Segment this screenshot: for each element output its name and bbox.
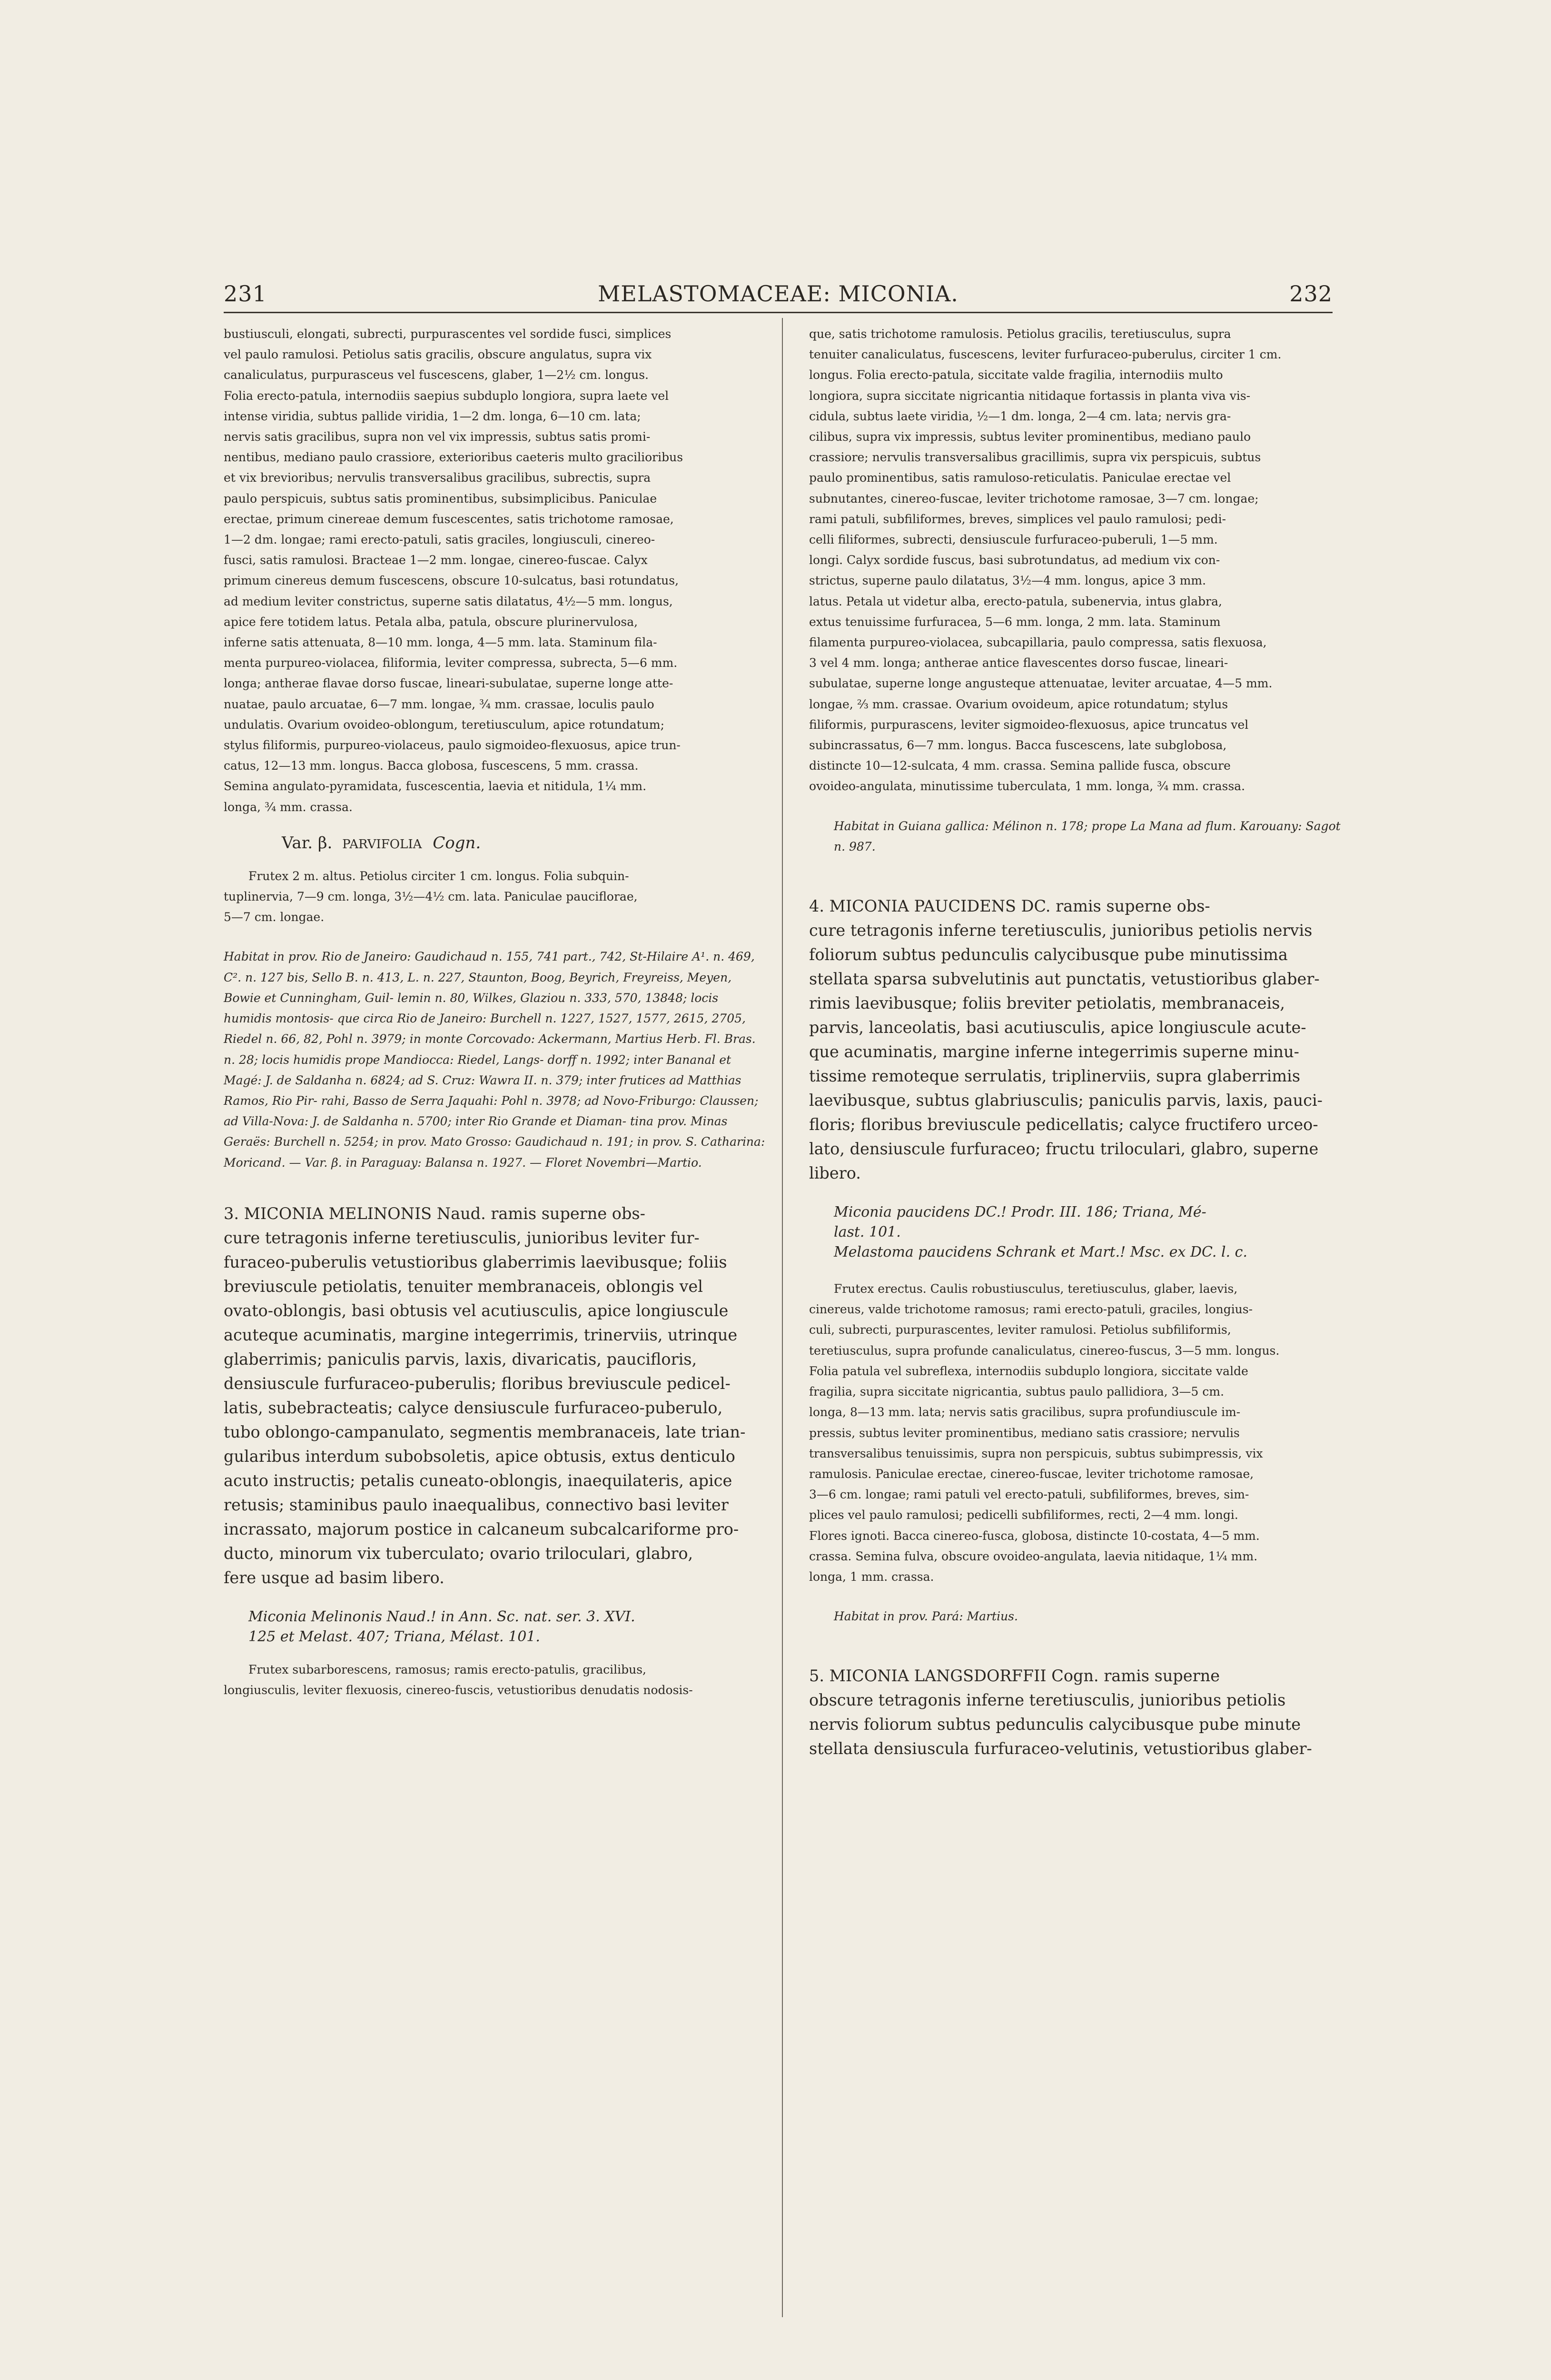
column-divider: [782, 318, 783, 2317]
species-4-description: Frutex erectus. Caulis robustiusculus, teretiusculus, glaber, laevis, cinereus, valde trichotome ramosus; rami erecto-patuli, graciles, longius- culi, subrecti, purpurascentes, leviter ramulosi. Petiolus subfiliformis, teretiusculus, supra profunde canaliculatus, cinereo-fuscus, 3—5 mm. longus. Folia patula vel subreflexa, internodiis subduplo longiora, siccitate valde fragilia, supra siccitate nigricantia, subtus paulo pallidiora, 3—5 cm. longa, 8—13 mm. lata; nervis satis gracilibus, supra profundiuscule im- pressis, subtus leviter prominentibus, mediano satis crassiore; nervulis transversalibus tenuissimis, supra non perspicuis, subtus subimpressis, vix ramulosis. Paniculae erectae, cinereo-fuscae, leviter trichotome ramosae, 3—6 cm. longae; rami patuli vel erecto-patuli, subfiliformes, breves, sim- plices vel paulo ramulosi; pedicelli subfiliformes, recti, 2—4 mm. longi. Flores ignoti. Bacca cinereo-fusca, globosa, distincte 10-costata, 4—5 mm. crassa. Semina fulva, obscure ovoideo-angulata, laevia nitidaque, 1¼ mm. longa, 1 mm. crassa.: [809, 1282, 1280, 1584]
variety-heading: [282, 833, 766, 853]
right-column: [809, 324, 1352, 1761]
species-4-diagnosis: 4. MICONIA PAUCIDENS DC. ramis superne obs- cure tetragonis inferne teretiusculis, junioribus petiolis nervis foliorum subtus pedunculis calycibusque pube minutissima stellata sparsa subvelutinis aut punctatis, vetustioribus glaber- rimis laevibusque; foliis breviter petiolatis, membranaceis, parvis, lanceolatis, basi acutiusculis, apice longiuscule acute- que acuminatis, margine inferne integerrimis superne minu- tissime remoteque serrulatis, triplinerviis, supra glaberrimis laevibusque, subtus glabriusculis; paniculis parvis, laxis, pauci- floris; floribus breviuscule pedicellatis; calyce fructifero urceo- lato, densiuscule furfuraceo; fructu triloculari, glabro, superne libero.: [809, 897, 1323, 1183]
variety-label: Var. β.: [282, 833, 333, 853]
variety-author: Cogn.: [433, 833, 481, 853]
species-3-diagnosis: 3. MICONIA MELINONIS Naud. ramis superne obs- cure tetragonis inferne teretiusculis, junioribus leviter fur- furaceo-puberulis vetustioribus glaberrimis laevibusque; foliis breviuscule petiolatis, tenuiter membranaceis, oblongis vel ovato-oblongis, basi obtusis vel acutiusculis, apice longiuscule acuteque acuminatis, margine integerrimis, trinerviis, utrinque glaberrimis; paniculis parvis, laxis, divaricatis, paucifloris, densiuscule furfuraceo-puberulis; floribus breviuscule pedicel- latis, subebracteatis; calyce densiuscule furfuraceo-puberulo, tubo oblongo-campanulato, segmentis membranaceis, late trian- gularibus interdum subobsoletis, apice obtusis, extus denticulo acuto instructis; petalis cuneato-oblongis, inaequilateris, apice retusis; staminibus paulo inaequalibus, connectivo basi leviter incrassato, majorum postice in calcaneum subcalcariforme pro- ducto, minorum vix tuberculato; ovario triloculari, glabro, fere usque ad basim libero.: [224, 1204, 746, 1587]
species-4-habitat: Habitat in prov. Pará: Martius.: [834, 1609, 1018, 1624]
header-rule: [224, 312, 1333, 313]
species-5-diagnosis: 5. MICONIA LANGSDORFFII Cogn. ramis superne obscure tetragonis inferne teretiusculis, junioribus petiolis nervis foliorum subtus pedunculis calycibusque pube minute stellata densiuscula furfuraceo-velutinis, vetustioribus glaber-: [809, 1666, 1312, 1758]
description-continued: bustiusculi, elongati, subrecti, purpurascentes vel sordide fusci, simplices vel paulo ramulosi. Petiolus satis gracilis, obscure angulatus, supra vix canaliculatus, purpurasceus vel fuscescens, glaber, 1—2½ cm. longus. Folia erecto-patula, internodiis saepius subduplo longiora, supra laete vel intense viridia, subtus pallide viridia, 1—2 dm. longa, 6—10 cm. lata; nervis satis gracilibus, supra non vel vix impressis, subtus satis promi- nentibus, mediano paulo crassiore, exterioribus caeteris multo gracilioribus et vix brevioribus; nervulis transversalibus gracilibus, subrectis, supra paulo perspicuis, subtus satis prominentibus, subsimplicibus. Paniculae erectae, primum cinereae demum fuscescentes, satis trichotome ramosae, 1—2 dm. longae; rami erecto-patuli, satis graciles, longiusculi, cinereo- fusci, satis ramulosi. Bracteae 1—2 mm. longae, cinereo-fuscae. Calyx primum cinereus demum fuscescens, obscure 10-sulcatus, basi rotundatus, ad medium leviter constrictus, superne satis dilatatus, 4½—5 mm. longus, apice fere totidem latus. Petala alba, patula, obscure plurinervulosa, inferne satis attenuata, 8—10 mm. longa, 4—5 mm. lata. Staminum fila- menta purpureo-violacea, filiformia, leviter compressa, subrecta, 5—6 mm. longa; antherae flavae dorso fuscae, lineari-subulatae, superne longe atte- nuatae, paulo arcuatae, 6—7 mm. longae, ¾ mm. crassae, loculis paulo undulatis. Ovarium ovoideo-oblongum, teretiusculum, apice rotundatum; stylus filiformis, purpureo-violaceus, paulo sigmoideo-flexuosus, apice trun- catus, 12—13 mm. longus. Bacca globosa, fuscescens, 5 mm. crassa. Semina angulato-pyramidata, fuscescentia, laevia et nitidula, 1¼ mm. longa, ¾ mm. crassa.: [224, 327, 683, 814]
left-column: [224, 324, 766, 1700]
page-number-left: 231: [224, 281, 267, 307]
page-header: [224, 281, 1333, 314]
species-4-citation: Miconia paucidens DC.! Prodr. III. 186; Triana, Mé- last. 101. Melastoma paucidens Schrank et Mart.! Msc. ex DC. l. c.: [834, 1204, 1247, 1261]
page-number-right: 232: [1289, 281, 1333, 307]
variety-description: Frutex 2 m. altus. Petiolus circiter 1 cm. longus. Folia subquin- tuplinervia, 7—9 cm. longa, 3½—4½ cm. lata. Paniculae pauciflorae, 5—7 cm. longae.: [224, 869, 638, 924]
species-3-habitat: Habitat in Guiana gallica: Mélinon n. 178; prope La Mana ad flum. Karouany: Sagot n. 987.: [834, 819, 1341, 853]
species-3-citation: Miconia Melinonis Naud.! in Ann. Sc. nat. ser. 3. XVI. 125 et Melast. 407; Triana, Mélast. 101.: [248, 1608, 635, 1645]
habitat-paragraph: Habitat in prov. Rio de Janeiro: Gaudichaud n. 155, 741 part., 742, St-Hilaire A¹. n. 469, C². n. 127 bis, Sello B. n. 413, L. n. 227, Staunton, Boog, Beyrich, Freyreiss, Meyen, Bowie et Cunningham, Guil- lemin n. 80, Wilkes, Glaziou n. 333, 570, 13848; locis humidis montosis- que circa Rio de Janeiro: Burchell n. 1227, 1527, 1577, 2615, 2705, Riedel n. 66, 82, Pohl n. 3979; in monte Corcovado: Ackermann, Martius Herb. Fl. Bras. n. 28; locis humidis prope Mandiocca: Riedel, Langs- dorff n. 1992; inter Bananal et Magé: J. de Saldanha n. 6824; ad S. Cruz: Wawra II. n. 379; inter frutices ad Matthias Ramos, Rio Pir- rahi, Basso de Serra Jaquahi: Pohl n. 3978; ad Novo-Friburgo: Claussen; ad Villa-Nova: J. de Saldanha n. 5700; inter Rio Grande et Diaman- tina prov. Minas Geraës: Burchell n. 5254; in prov. Mato Grosso: Gaudichaud n. 191; in prov. S. Catharina: Moricand. — Var. β. in Paraguay: Balansa n. 1927. — Floret Novembri—Martio.: [224, 950, 765, 1170]
running-title: MELASTOMACEAE: MICONIA.: [598, 281, 958, 307]
species-3-description: Frutex subarborescens, ramosus; ramis erecto-patulis, gracilibus, longiusculis, leviter flexuosis, cinereo-fuscis, vetustioribus denudatis nodosis-: [224, 1662, 693, 1697]
species-3-description-continued: que, satis trichotome ramulosis. Petiolus gracilis, teretiusculus, supra tenuiter canaliculatus, fuscescens, leviter furfuraceo-puberulus, circiter 1 cm. longus. Folia erecto-patula, siccitate valde fragilia, internodiis multo longiora, supra siccitate nigricantia nitidaque fortassis in planta viva vis- cidula, subtus laete viridia, ½—1 dm. longa, 2—4 cm. lata; nervis gra- cilibus, supra vix impressis, subtus leviter prominentibus, mediano paulo crassiore; nervulis transversalibus gracillimis, supra vix perspicuis, subtus paulo prominentibus, satis ramuloso-reticulatis. Paniculae erectae vel subnutantes, cinereo-fuscae, leviter trichotome ramosae, 3—7 cm. longae; rami patuli, subfiliformes, breves, simplices vel paulo ramulosi; pedi- celli filiformes, subrecti, densiuscule furfuraceo-puberuli, 1—5 mm. longi. Calyx sordide fuscus, basi subrotundatus, ad medium vix con- strictus, superne paulo dilatatus, 3½—4 mm. longus, apice 3 mm. latus. Petala ut videtur alba, erecto-patula, subenervia, intus glabra, extus tenuissime furfuracea, 5—6 mm. longa, 2 mm. lata. Staminum filamenta purpureo-violacea, subcapillaria, paulo compressa, satis flexuosa, 3 vel 4 mm. longa; antherae antice flavescentes dorso fuscae, lineari- subulatae, superne longe angusteque attenuatae, leviter arcuatae, 4—5 mm. longae, ⅔ mm. crassae. Ovarium ovoideum, apice rotundatum; stylus filiformis, purpurascens, leviter sigmoideo-flexuosus, apice truncatus vel subincrassatus, 6—7 mm. longus. Bacca fuscescens, late subglobosa, distincte 10—12-sulcata, 4 mm. crassa. Semina pallide fusca, obscure ovoideo-angulata, minutissime tuberculata, 1 mm. longa, ¾ mm. crassa.: [809, 327, 1282, 793]
variety-name: PARVIFOLIA: [342, 837, 422, 852]
